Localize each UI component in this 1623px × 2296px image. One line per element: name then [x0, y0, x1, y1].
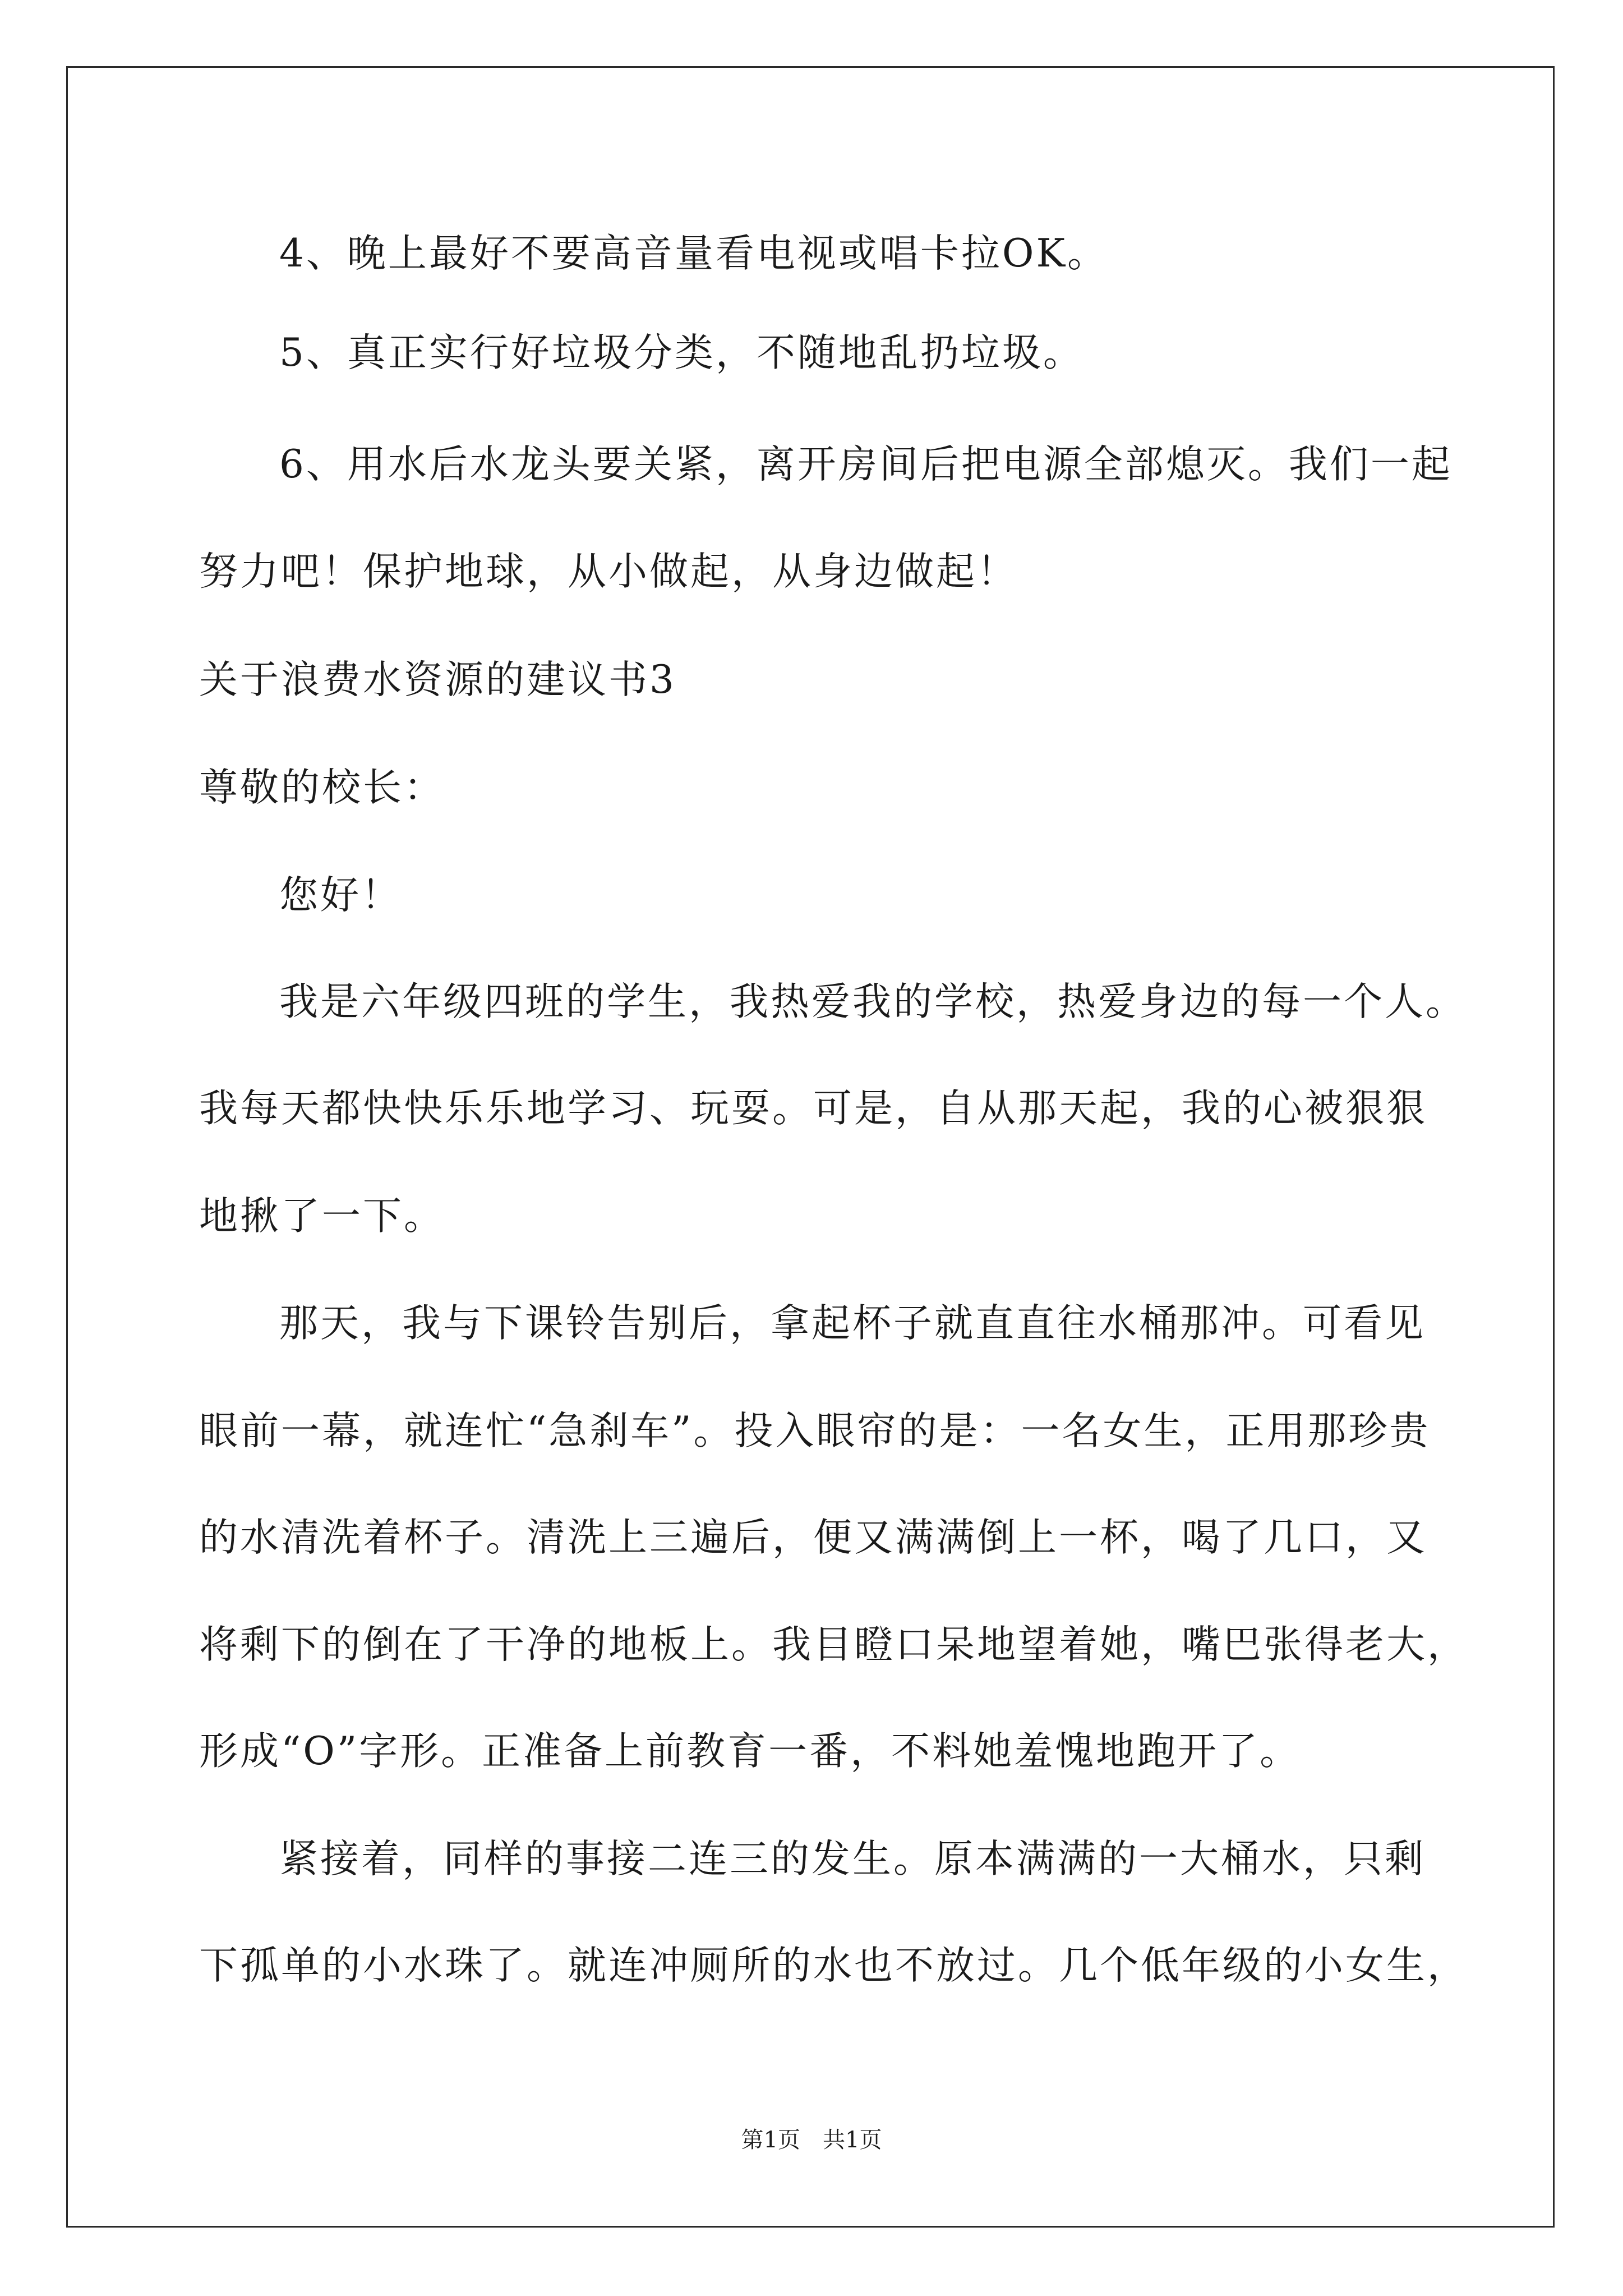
paragraph-2-line-3: 的水清洗着杯子。清洗上三遍后，便又满满倒上一杯，喝了几口，又	[199, 1515, 1427, 1560]
paragraph-item-4: 4、晚上最好不要高音量看电视或唱卡拉OK。	[279, 231, 1109, 276]
paragraph-3-line-1: 紧接着，同样的事接二连三的发生。原本满满的一大桶水，只剩	[279, 1837, 1426, 1881]
salutation: 尊敬的校长：	[199, 765, 445, 810]
page-number-footer: 第1页 共1页	[741, 2127, 882, 2153]
paragraph-2-line-4: 将剩下的倒在了干净的地板上。我目瞪口呆地望着她，嘴巴张得老大，	[199, 1622, 1468, 1667]
paragraph-1-line-1: 我是六年级四班的学生，我热爱我的学校，热爱身边的每一个人。	[279, 979, 1467, 1024]
page-border	[66, 66, 1555, 2228]
section-title: 关于浪费水资源的建议书3	[199, 657, 676, 702]
paragraph-2-line-2: 眼前一幕，就连忙“急刹车”。投入眼帘的是：一名女生，正用那珍贵	[199, 1409, 1431, 1453]
greeting: 您好！	[279, 873, 402, 918]
paragraph-2-line-1: 那天，我与下课铃告别后，拿起杯子就直直往水桶那冲。可看见	[279, 1301, 1426, 1346]
paragraph-item-6-line-1: 6、用水后水龙头要关紧，离开房间后把电源全部熄灭。我们一起	[279, 442, 1453, 487]
paragraph-1-line-3: 地揪了一下。	[199, 1194, 445, 1239]
paragraph-2-line-5: 形成“O”字形。正准备上前教育一番，不料她羞愧地跑开了。	[199, 1729, 1301, 1774]
paragraph-item-6-line-2: 努力吧！保护地球，从小做起，从身边做起！	[199, 549, 1018, 594]
paragraph-1-line-2: 我每天都快快乐乐地学习、玩耍。可是，自从那天起，我的心被狠狠	[199, 1086, 1427, 1131]
paragraph-item-5: 5、真正实行好垃圾分类，不随地乱扔垃圾。	[279, 330, 1084, 375]
paragraph-3-line-2: 下孤单的小水珠了。就连冲厕所的水也不放过。几个低年级的小女生，	[199, 1943, 1468, 1988]
